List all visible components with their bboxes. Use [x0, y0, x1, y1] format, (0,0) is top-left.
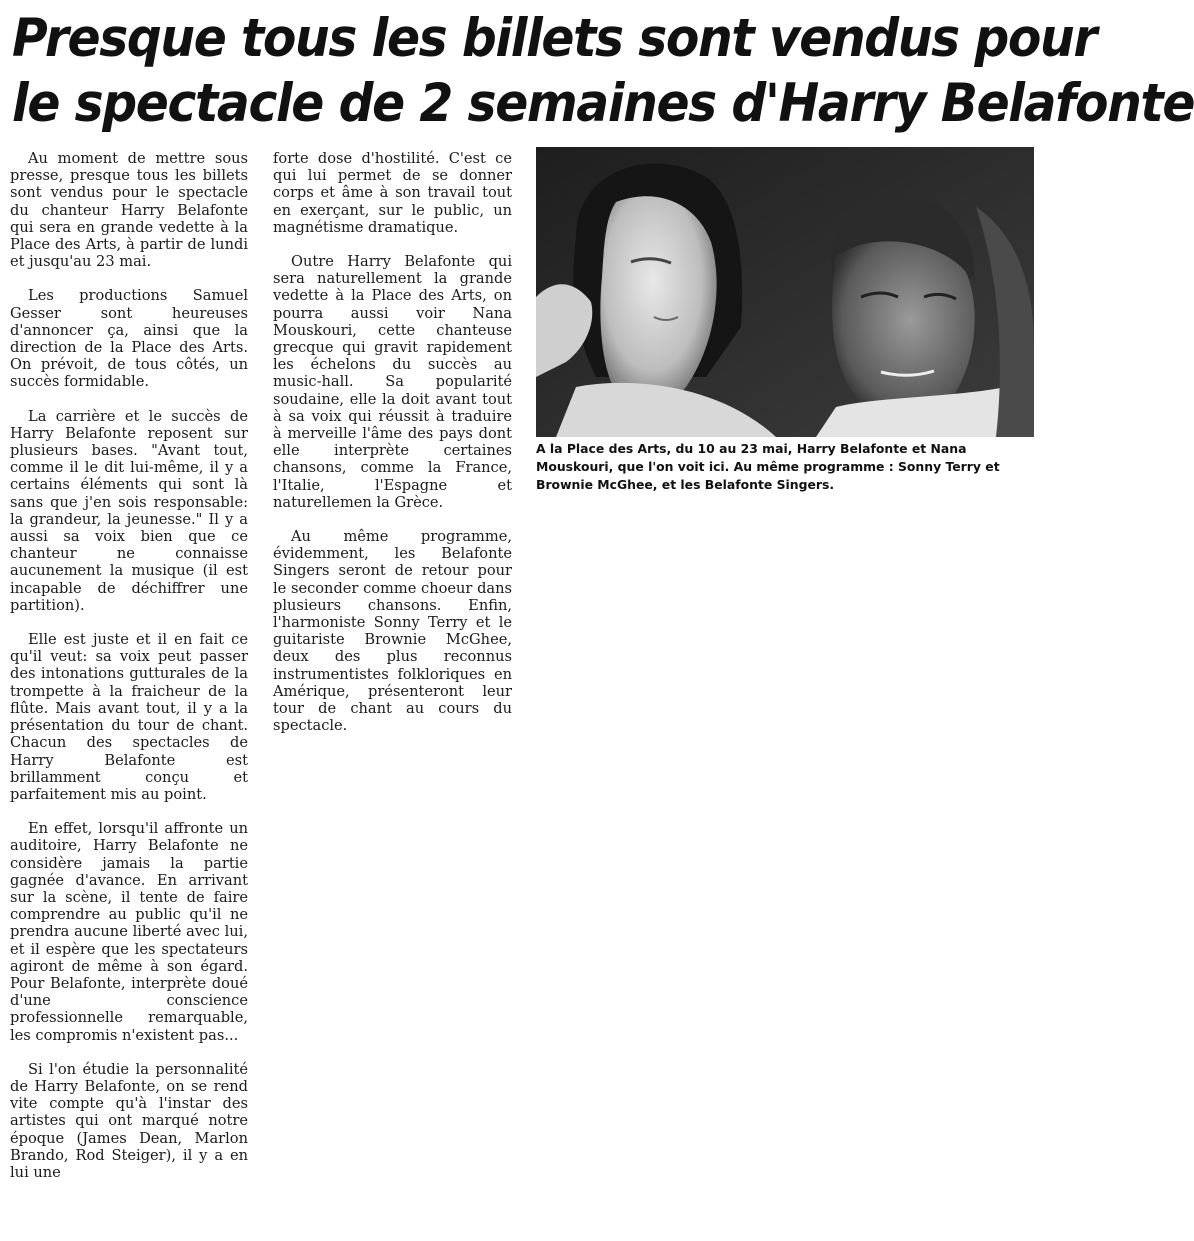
headline: [12, 6, 1194, 136]
paragraph: Les productions Samuel Gesser sont heureuses d'annoncer ça, ainsi que la direction de la Place des Arts. On prévoit, de tous côtés, un succès formidable.: [10, 287, 248, 391]
paragraph: Outre Harry Belafonte qui sera naturellement la grande vedette à la Place des Arts, on pourra aussi voir Nana Mouskouri, cette chanteuse grecque qui gravit rapidement les échelons du succès au music-hall. Sa popularité soudaine, elle la doit avant tout à sa voix qui réussit à traduire à merveille l'âme des pays dont elle interprète certaines chansons, comme la France, l'Italie, l'Espagne et naturellemen la Grèce.: [273, 253, 512, 511]
article-column-2: [273, 150, 512, 752]
headline-line-2: le spectacle de 2 semaines d'Harry Belafonte: [12, 73, 1194, 134]
paragraph: En effet, lorsqu'il affronte un auditoire, Harry Belafonte ne considère jamais la partie gagnée d'avance. En arrivant sur la scène, il tente de faire comprendre au public qu'il ne prendra aucune liberté avec lui, et il espère que les spectateurs agiront de même à son égard. Pour Belafonte, interprète doué d'une conscience professionnelle remarquable, les compromis n'existent pas...: [10, 820, 248, 1044]
photo-caption: A la Place des Arts, du 10 au 23 mai, Harry Belafonte et Nana Mouskouri, que l'on voit ici. Au même programme : Sonny Terry et Brownie McGhee, et les Belafonte Singers.: [536, 441, 1000, 492]
paragraph: Au même programme, évidemment, les Belafonte Singers seront de retour pour le seconder comme choeur dans plusieurs chansons. Enfin, l'harmoniste Sonny Terry et le guitariste Brownie McGhee, deux des plus reconnus instrumentistes folkloriques en Amérique, présenteront leur tour de chant au cours du spectacle.: [273, 528, 512, 735]
paragraph: Elle est juste et il en fait ce qu'il veut: sa voix peut passer des intonations gutturales de la trompette à la fraicheur de la flûte. Mais avant tout, il y a la présentation du tour de chant. Chacun des spectacles de Harry Belafonte est brillamment conçu et parfaitement mis au point.: [10, 631, 248, 803]
paragraph: Au moment de mettre sous presse, presque tous les billets sont vendus pour le spectacle du chanteur Harry Belafonte qui sera en grande vedette à la Place des Arts, à partir de lundi et jusqu'au 23 mai.: [10, 150, 248, 271]
paragraph: forte dose d'hostilité. C'est ce qui lui permet de se donner corps et âme à son travail tout en exerçant, sur le public, un magnétisme dramatique.: [273, 150, 512, 236]
paragraph: Si l'on étudie la personnalité de Harry Belafonte, on se rend vite compte qu'à l'instar des artistes qui ont marqué notre époque (James Dean, Marlon Brando, Rod Steiger), il y a en lui une: [10, 1060, 248, 1181]
article-column-1: [10, 150, 248, 1198]
news-photo: [536, 147, 1034, 437]
paragraph: La carrière et le succès de Harry Belafonte reposent sur plusieurs bases. "Avant tout, comme il le dit lui-même, il y a certains éléments qui sont là sans que j'en sois responsable: la grandeur, la jeunesse." Il y a aussi sa voix bien que ce chanteur ne connaisse aucunement la musique (il est incapable de déchiffrer une partition).: [10, 407, 248, 614]
headline-line-1: Presque tous les billets sont vendus pour: [12, 8, 1097, 69]
